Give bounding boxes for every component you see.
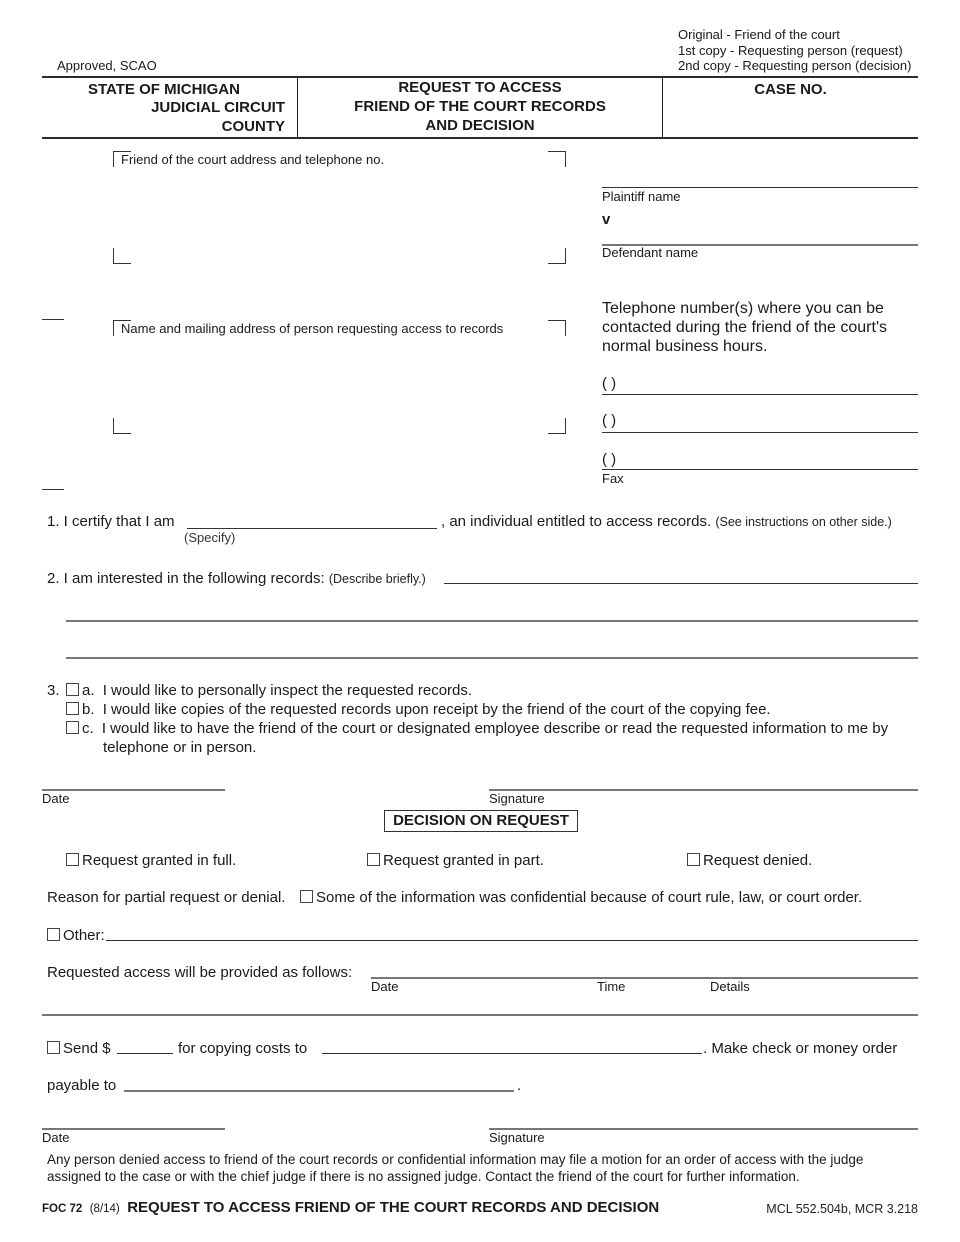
- item3-option-a: [66, 682, 472, 699]
- notice-line-1: Any person denied access to friend of the court records or confidential information may file a motion for an order of access with the judge: [47, 1152, 864, 1167]
- footer-form-no: FOC 72: [42, 1203, 83, 1215]
- item2-prefix: [47, 570, 426, 587]
- footer-citation: MCL 552.504b, MCR 3.218: [766, 1202, 918, 1216]
- send-amount-input[interactable]: [117, 1035, 173, 1053]
- access-input-2[interactable]: [42, 995, 918, 1013]
- send-amount-line: [117, 1053, 173, 1054]
- date-input-1[interactable]: [42, 770, 225, 788]
- fold-mark-2: [42, 489, 64, 490]
- phone-instructions-line-2: contacted during the friend of the court's: [602, 319, 888, 336]
- confidential-label: Some of the information was confidential because of court rule, law, or court order.: [316, 889, 863, 906]
- fax-input[interactable]: [650, 450, 918, 468]
- payable-to-label: payable to: [47, 1077, 117, 1094]
- item2-line-1: [444, 583, 918, 584]
- distribution-copy-2: 2nd copy - Requesting person (decision): [678, 58, 912, 73]
- item3-c-checkbox[interactable]: [66, 721, 79, 734]
- granted-full-option: [66, 852, 236, 869]
- confidential-option: [300, 889, 862, 906]
- other-input[interactable]: [106, 922, 918, 940]
- signature-label-1: Signature: [489, 791, 545, 806]
- item1-specify-label: (Specify): [184, 530, 236, 545]
- foc-address-corner-tr: [548, 151, 566, 167]
- plaintiff-input[interactable]: [602, 168, 918, 186]
- requester-corner-tr: [548, 320, 566, 336]
- item3-a-key: a.: [82, 682, 95, 699]
- signature-input-2[interactable]: [489, 1109, 918, 1127]
- reason-label: Reason for partial request or denial.: [47, 889, 286, 906]
- item1-prefix: 1. I certify that I am: [47, 513, 175, 530]
- phone-instructions-line-3: normal business hours.: [602, 338, 768, 355]
- send-checkbox[interactable]: [47, 1041, 60, 1054]
- item2-note: (Describe briefly.): [328, 572, 426, 586]
- form-title-line-3: AND DECISION: [425, 117, 535, 134]
- state-label: STATE OF MICHIGAN: [88, 81, 240, 98]
- notice: [47, 1151, 863, 1185]
- item2-line-3: [66, 657, 918, 659]
- fold-mark-1: [42, 319, 64, 320]
- copying-label: for copying costs to: [178, 1040, 308, 1057]
- item3-c-text-continued: telephone or in person.: [103, 739, 257, 756]
- footer-form-id: [42, 1199, 659, 1217]
- notice-line-2: assigned to the case or with the chief judge if there is no assigned judge. Contact the friend of the court for further information.: [47, 1169, 800, 1184]
- item1-specify-line: [187, 528, 437, 529]
- send-label: Send $: [63, 1040, 111, 1057]
- payable-to-input[interactable]: [124, 1071, 514, 1089]
- county-input[interactable]: [50, 117, 210, 135]
- requester-label: Name and mailing address of person requesting access to records: [121, 321, 504, 336]
- fax-label: Fax: [602, 471, 624, 486]
- access-label: Requested access will be provided as follows:: [47, 964, 353, 981]
- denied-option: [687, 852, 812, 869]
- item2-input-1[interactable]: [444, 565, 918, 583]
- date-label-1: Date: [42, 791, 70, 806]
- date-input-2[interactable]: [42, 1109, 225, 1127]
- foc-address-label: Friend of the court address and telephone no.: [121, 152, 385, 167]
- item1-suffix: [441, 513, 892, 530]
- phone-instructions-line-1: Telephone number(s) where you can be: [602, 300, 884, 317]
- phone-2-line: [602, 432, 918, 433]
- distribution-list: [678, 27, 911, 74]
- case-no-input[interactable]: [670, 102, 910, 132]
- plaintiff-line: [602, 187, 918, 188]
- county-label: COUNTY: [221, 118, 285, 135]
- foc-address-input[interactable]: [121, 172, 551, 252]
- send-option: [47, 1040, 111, 1057]
- access-date-label: Date: [371, 979, 399, 994]
- form-title: [298, 78, 662, 135]
- item3-c-key: c.: [82, 720, 94, 737]
- item3-c-text: I would like to have the friend of the court or designated employee describe or read the requested information to me by: [101, 720, 889, 737]
- item2-prefix-text: 2. I am interested in the following records:: [47, 570, 325, 587]
- defendant-label: Defendant name: [602, 245, 699, 260]
- form-title-line-2: FRIEND OF THE COURT RECORDS: [354, 98, 606, 115]
- approved-scao: Approved, SCAO: [57, 58, 157, 73]
- plaintiff-label: Plaintiff name: [602, 189, 681, 204]
- phone-1-input[interactable]: [650, 375, 918, 393]
- item1-suffix-text: , an individual entitled to access records.: [441, 513, 712, 530]
- granted-part-option: [367, 852, 544, 869]
- fax-line: [602, 469, 918, 470]
- payable-to-period: .: [517, 1077, 522, 1094]
- access-line-2: [42, 1014, 918, 1016]
- circuit-label: JUDICIAL CIRCUIT: [151, 99, 285, 116]
- other-label: Other:: [63, 927, 105, 944]
- requester-address-input[interactable]: [121, 341, 551, 421]
- header-bottom-rule: [42, 137, 918, 139]
- signature-line-1: [489, 789, 918, 791]
- access-time-label: Time: [597, 979, 626, 994]
- payable-to-line: [124, 1090, 514, 1092]
- item3-a-checkbox[interactable]: [66, 683, 79, 696]
- footer-revision: (8/14): [89, 1203, 120, 1215]
- access-details-label: Details: [710, 979, 750, 994]
- distribution-original: Original - Friend of the court: [678, 27, 840, 42]
- access-line: [371, 977, 918, 979]
- phone-2-input[interactable]: [650, 412, 918, 430]
- phone-instructions: [602, 299, 887, 356]
- date-label-2: Date: [42, 1130, 70, 1145]
- decision-heading: DECISION ON REQUEST: [384, 810, 578, 832]
- copying-to-line: [322, 1053, 702, 1054]
- item3-b-key: b.: [82, 701, 95, 718]
- signature-input-1[interactable]: [489, 770, 918, 788]
- signature-label-2: Signature: [489, 1130, 545, 1145]
- item3-option-c: [66, 720, 888, 737]
- granted-full-label: Request granted in full.: [82, 852, 237, 869]
- item3-b-text: I would like copies of the requested records upon receipt by the friend of the court of the copying fee.: [102, 701, 771, 718]
- granted-part-label: Request granted in part.: [383, 852, 544, 869]
- defendant-input[interactable]: [602, 225, 918, 243]
- access-input[interactable]: [371, 958, 918, 976]
- granted-full-checkbox[interactable]: [66, 853, 79, 866]
- granted-part-checkbox[interactable]: [367, 853, 380, 866]
- other-option: [47, 927, 105, 944]
- denied-checkbox[interactable]: [687, 853, 700, 866]
- item2-line-2: [66, 620, 918, 622]
- item3-b-checkbox[interactable]: [66, 702, 79, 715]
- case-no-label: CASE NO.: [754, 81, 827, 98]
- item2-input-3[interactable]: [66, 638, 918, 656]
- phone-2-prefix: ( ): [602, 412, 617, 429]
- make-check-label: . Make check or money order: [703, 1040, 898, 1057]
- form-title-line-1: REQUEST TO ACCESS: [398, 79, 562, 96]
- confidential-checkbox[interactable]: [300, 890, 313, 903]
- item1-note: (See instructions on other side.): [715, 515, 892, 529]
- item2-input-2[interactable]: [66, 601, 918, 619]
- footer-title: REQUEST TO ACCESS FRIEND OF THE COURT RECORDS AND DECISION: [127, 1199, 660, 1216]
- distribution-copy-1: 1st copy - Requesting person (request): [678, 42, 903, 58]
- phone-1-line: [602, 394, 918, 395]
- other-checkbox[interactable]: [47, 928, 60, 941]
- denied-label: Request denied.: [703, 852, 813, 869]
- phone-1-prefix: ( ): [602, 375, 617, 392]
- item1-specify-input[interactable]: [187, 510, 437, 528]
- item3-a-text: I would like to personally inspect the requested records.: [102, 682, 473, 699]
- other-line: [106, 940, 918, 941]
- copying-to-input[interactable]: [322, 1035, 702, 1053]
- item3-option-b: [66, 701, 771, 718]
- circuit-input[interactable]: [50, 98, 140, 116]
- versus-label: v: [602, 211, 611, 228]
- item3-number: 3.: [47, 682, 60, 699]
- signature-line-2: [489, 1128, 918, 1130]
- fax-prefix: ( ): [602, 451, 617, 468]
